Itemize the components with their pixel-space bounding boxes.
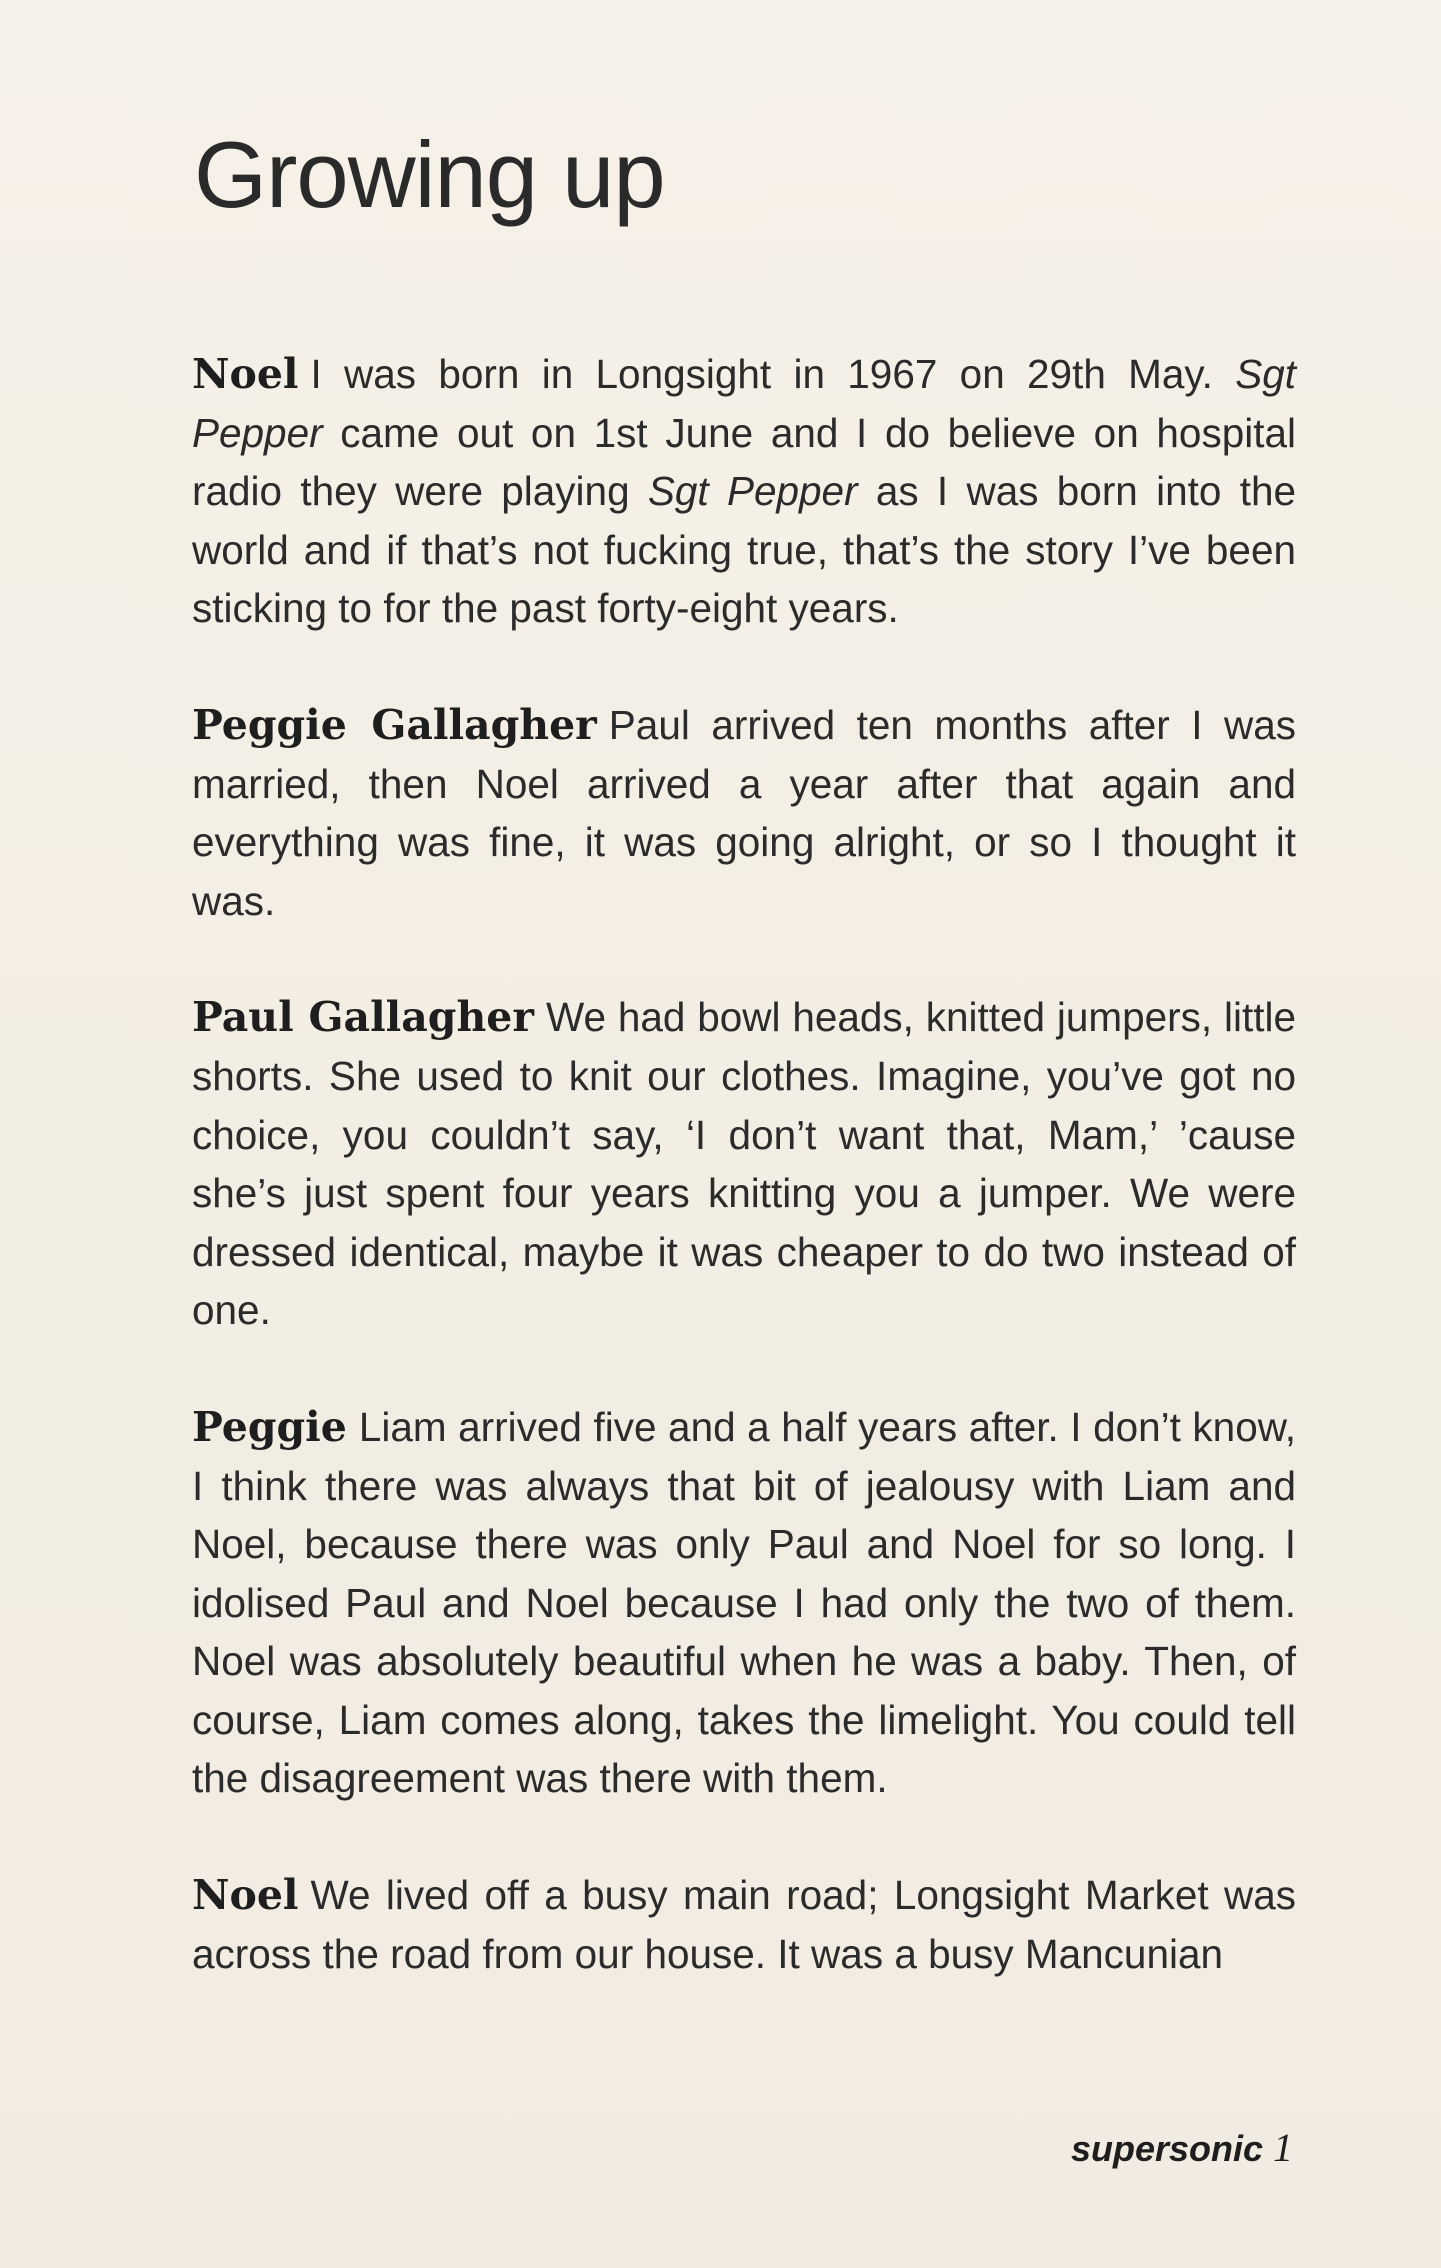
paragraph: [192, 1866, 1296, 1983]
speaker-name: Peggie Gallagher: [192, 700, 597, 749]
paragraph: [192, 345, 1296, 638]
paragraph-text: Liam arrived five and a half years after. I don’t know, I think there was always that bit of jealousy with Liam and Noel, because there was only Paul and Noel for so long. I idolised Paul and Noel because I had only the two of them. Noel was absolutely beautiful when he was a baby. Then, of course, Liam comes along, takes the limelight. You could tell the disagreement was there with them.: [192, 1403, 1296, 1802]
paragraph-text: I was born in Longsight in 1967 on 29th May.: [310, 351, 1236, 397]
italic-title-text: Sgt Pepper: [647, 468, 858, 515]
paragraph-text: came out on 1st June and I do believe on hospital radio they were playing: [192, 409, 1296, 515]
speaker-name: Noel: [192, 350, 299, 398]
italic-title-text: Sgt Pepper: [192, 351, 1296, 456]
paragraph-text: as I was born into the world and if that’s not fucking true, that’s the story I’ve been sticking to for the past forty-eight years.: [192, 468, 1297, 632]
paragraph: [192, 988, 1296, 1340]
speaker-name: Paul Gallagher: [192, 993, 534, 1042]
body-text: [192, 345, 1296, 2041]
footer-brand: supersonic: [1070, 2128, 1263, 2169]
speaker-name: Peggie: [192, 1402, 347, 1451]
page-number: 1: [1273, 2125, 1293, 2170]
speaker-name: Noel: [192, 1871, 299, 1920]
page-footer: [1071, 2124, 1293, 2171]
paragraph: [192, 696, 1296, 930]
paragraph-text: Paul arrived ten months after I was married, then Noel arrived a year after that again and everything was fine, it was going alright, or so I thought it was.: [192, 701, 1297, 924]
paragraph: [192, 1398, 1296, 1808]
paragraph-text: We had bowl heads, knitted jumpers, little shorts. She used to knit our clothes. Imagine, you’ve got no choice, you couldn’t say, ‘I don’t want that, Mam,’ ’cause she’s just spent four years knitting you a jumper. We were dressed identical, maybe it was cheaper to do two instead of one.: [192, 994, 1296, 1334]
paragraph-text: We lived off a busy main road; Longsight Market was across the road from our house. It was a busy Mancunian: [192, 1872, 1296, 1977]
page-title: Growing up: [194, 122, 665, 227]
